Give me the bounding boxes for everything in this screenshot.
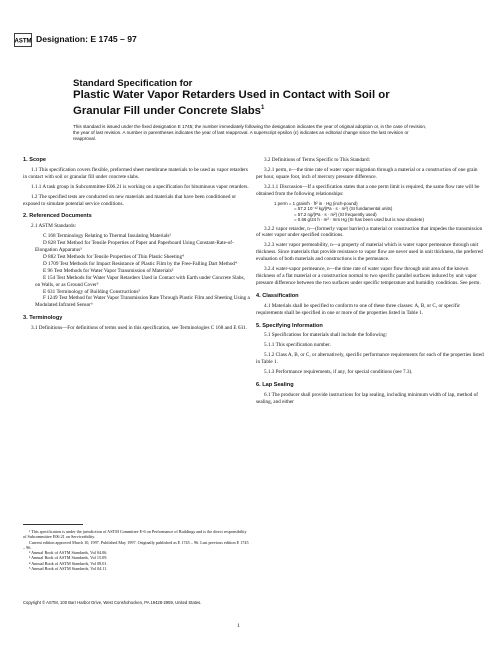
title-footnote-mark: 1 [261, 104, 265, 111]
paragraph-5-1-3: 5.1.3 Performance requirements, if any, for special conditions (see 7.3). [264, 369, 413, 376]
reference-item: D 828 Test Method for Tensile Properties of Paper and Paperboard Using Constant-Rate-of-Elongation Apparatus³ [35, 240, 234, 254]
paragraph-2-1: 2.1 ASTM Standards: [31, 223, 77, 230]
right-column [256, 157, 484, 409]
footnote: ⁴ Annual Book of ASTM Standards, Vol 08.01. [29, 560, 108, 566]
paragraph-3-2-2: 3.2.2 vapor retarder, n—(formerly vapor barrier) a material or construction that impedes the transmission of water vapor under specified conditions. [256, 225, 483, 239]
section-heading-referenced-documents: 2. Referenced Documents [23, 213, 92, 220]
paragraph-6-1: 6.1 The producer shall provide instructions for lap sealing, including minimum width of lap, method of sealing, and either [256, 391, 478, 405]
paragraph-5-1-1: 5.1.1 This specification number. [264, 342, 331, 349]
designation: Designation: E 1745 – 97 [36, 34, 137, 44]
reference-item: D 1709 Test Methods for Impact Resistance of Plastic Film by the Free-Falling Dart Method⁴ [43, 260, 237, 267]
page-number: 1 [237, 623, 240, 629]
paragraph-3-2-1-1: 3.2.1.1 Discussion—If a specification states that a one perm limit is required, the same flow rate will be obtained from the following relationships: [256, 183, 480, 197]
paragraph-1-2: 1.2 The specified tests are conducted on new materials and materials that have been conditioned or exposed to simulate potential service conditions. [23, 193, 237, 207]
reference-item: E 96 Test Methods for Water Vapor Transmission of Materials² [43, 267, 174, 274]
title-line-2: Plastic Water Vapor Retarders Used in Contact with Soil or [73, 89, 390, 101]
issued-note: This standard is issued under the fixed designation E 1745; the number immediately following the designation indicates the year of original adoption or, in the case of revision, the year of last revision. A number in parentheses indicates the year of last reapproval. A superscript epsilon (ε) indicates an editorial change since the last revision or reapproval. [73, 124, 427, 141]
paragraph-3-2: 3.2 Definitions of Terms Specific to This Standard: [264, 157, 371, 163]
paragraph-1-1: 1.1 This specification covers flexible, preformed sheet membrane materials to be used as vapor retarders in contact with soil or granular fill under concrete slabs. [23, 166, 248, 180]
left-column [23, 157, 251, 335]
section-heading-classification: 4. Classification [256, 292, 299, 299]
paragraph-3-2-4: 3.2.4 water-vapor permeance, n—the time rate of water vapor flow through unit area of the known thickness of a flat material or a construction normal to two specific parallel surfaces induced by unit vapor pressure difference between the two surfaces under specific temperature and humidity conditions. See perm. [256, 266, 481, 286]
paragraph-4-1: 4.1 Materials shall be specified to conform to one of these three classes: A, B, or C, or specific requirements shall be specified in one or more of the properties listed in Table 1. [256, 302, 461, 316]
equation-line: = 57.2 ng/(Pa · s · m²) (SI frequently used) [294, 211, 377, 217]
section-heading-terminology: 3. Terminology [23, 315, 63, 322]
astm-logo-icon [14, 33, 32, 47]
reference-item: E 154 Test Methods for Water Vapor Retarders Used in Contact with Earth under Concrete Slabs, on Walls, or as Ground Cover⁵ [35, 274, 245, 288]
footnote: ⁵ Annual Book of ASTM Standards, Vol 04.11. [29, 566, 108, 572]
paragraph-5-1: 5.1 Specifications for materials shall include the following: [264, 332, 388, 339]
document-title [73, 78, 433, 117]
paragraph-3-2-1: 3.2.1 perm, n—the time rate of water vapor migration through a material or a construction of one grain per hour, square foot, inch of mercury pressure difference. [256, 166, 478, 180]
section-heading-lap-sealing: 6. Lap Sealing [256, 381, 294, 388]
equation-line: = 0.66 g/24 h · m² · mm Hg (SI has been used but is now obsolete) [294, 217, 424, 223]
footnotes [23, 529, 251, 571]
section-heading-specifying-information: 5. Specifying Information [256, 322, 323, 329]
equation-line: = 57.2 10⁻¹² kg/(Pa · s · m²) (SI fundamental units) [294, 206, 393, 212]
reference-item: E 631 Terminology of Building Constructions⁵ [43, 288, 141, 295]
copyright-notice: Copyright © ASTM, 100 Barr Harbor Drive, West Conshohocken, PA 19428-2959, United States. [23, 600, 202, 605]
svg-text:ASTM: ASTM [14, 38, 32, 45]
title-line-1: Standard Specification for [73, 78, 193, 89]
footnote: ³ Annual Book of ASTM Standards, Vol 15.09. [29, 555, 108, 561]
paragraph-1-1-1: 1.1.1 A task group in Subcommittee E06.21 is working on a specification for bituminous vapor retarders. [31, 183, 249, 190]
equation-line: 1 perm = 1 grain/h · ft² in · Hg (inch-pound) [274, 200, 358, 206]
footnote: ² Annual Book of ASTM Standards, Vol 04.06. [29, 550, 108, 556]
paragraph-5-1-2: 5.1.2 Class A, B, or C, or alternatively, specific performance requirements for each of the properties listed in Table 1. [256, 352, 484, 366]
footnote-divider [23, 524, 83, 525]
footnote: ¹ This specification is under the jurisdiction of ASTM Committee E-6 on Performance of Buildings and is the direct responsibility of Subcommittee E06.21 on Serviceability. [23, 529, 247, 540]
paragraph-3-1: 3.1 Definitions—For definitions of terms used in this specification, see Terminologies C 168 and E 631. [31, 325, 247, 332]
footnote: Current edition approved March 10, 1997. Published May 1997. Originally published as E 1745 – 96. Last previous edition E 1745 – 96. [23, 539, 249, 550]
reference-item: C 168 Terminology Relating to Thermal Insulating Materials² [43, 233, 171, 240]
reference-item: F 1249 Test Method for Water Vapor Transmission Rate Through Plastic Film and Sheeting Using a Modulated Infrared Sensor⁶ [35, 295, 250, 309]
perm-equations [274, 201, 484, 223]
paragraph-3-2-3: 3.2.3 water vapor permeability, n—a property of material which is water vapor permeance through unit thickness. Since materials that provide resistance to vapor flow are never used in unit thickness, the preferred evaluation of both materials and constructions is the permeance. [256, 242, 483, 263]
section-heading-scope: 1. Scope [23, 157, 47, 163]
reference-item: D 882 Test Methods for Tensile Properties of Thin Plastic Sheeting⁴ [43, 253, 184, 260]
title-line-3: Granular Fill under Concrete Slabs$^1$ [73, 104, 265, 117]
